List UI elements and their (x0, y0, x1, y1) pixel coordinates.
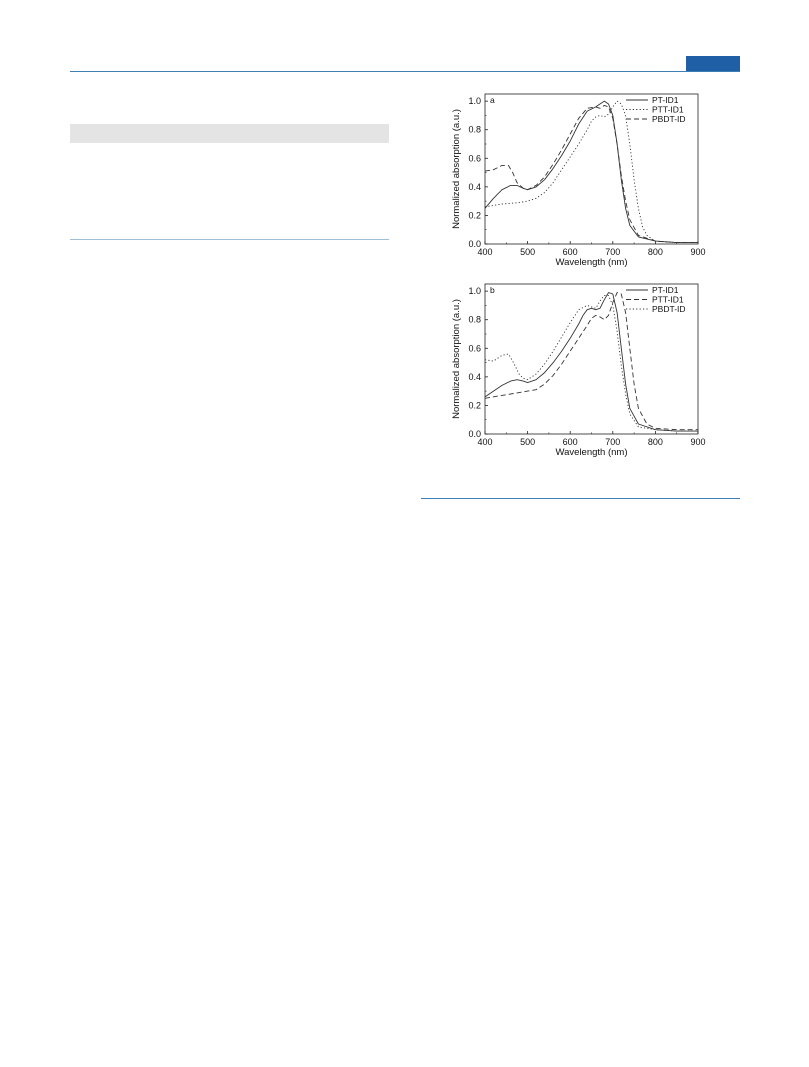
y-tick-label: 0.2 (468, 400, 481, 411)
y-tick-label: 0.0 (468, 429, 481, 439)
x-tick-label: 900 (690, 437, 706, 447)
x-tick-label: 800 (647, 247, 663, 257)
x-tick-label: 400 (477, 247, 493, 257)
legend-label-ptt-id1: PTT-ID1 (652, 294, 684, 305)
y-tick-label: 0.4 (468, 181, 481, 192)
x-axis-label: Wavelength (nm) (555, 447, 628, 458)
x-tick-label: 800 (647, 437, 663, 447)
header-tab (686, 56, 740, 71)
x-tick-label: 500 (520, 247, 536, 257)
legend-label-pt-id1: PT-ID1 (652, 95, 679, 105)
x-tick-label: 700 (605, 437, 621, 447)
absorption-chart-a (440, 86, 720, 272)
y-axis-label: Normalized absorption (a.u.) (451, 109, 462, 229)
series-line-pbdt-id (485, 105, 698, 242)
x-axis-label: Wavelength (nm) (555, 257, 628, 268)
x-tick-label: 900 (690, 247, 706, 257)
x-tick-label: 600 (562, 247, 578, 257)
legend-label-pbdt-id: PBDT-ID (652, 114, 686, 124)
x-tick-label: 400 (477, 437, 493, 447)
legend-label-pbdt-id: PBDT-ID (652, 304, 686, 314)
panel-label: a (490, 95, 495, 105)
y-tick-label: 1.0 (468, 96, 481, 107)
absorption-chart-b (440, 276, 720, 462)
panel-label: b (490, 285, 495, 295)
legend-label-ptt-id1: PTT-ID1 (652, 104, 684, 115)
x-tick-label: 700 (605, 247, 621, 257)
table-header-band (70, 124, 389, 143)
x-tick-label: 600 (562, 437, 578, 447)
y-tick-label: 0.8 (468, 124, 481, 135)
y-axis-label: Normalized absorption (a.u.) (451, 299, 462, 419)
y-tick-label: 1.0 (468, 286, 481, 297)
legend-label-pt-id1: PT-ID1 (652, 285, 679, 295)
x-tick-label: 500 (520, 437, 536, 447)
y-tick-label: 0.8 (468, 314, 481, 325)
y-tick-label: 0.0 (468, 239, 481, 249)
y-tick-label: 0.6 (468, 343, 481, 354)
caption-rule (421, 498, 740, 499)
y-tick-label: 0.6 (468, 153, 481, 164)
y-tick-label: 0.2 (468, 210, 481, 221)
series-line-pbdt-id (485, 295, 698, 431)
y-tick-label: 0.4 (468, 371, 481, 382)
header-rule (70, 71, 740, 72)
table-end-rule (70, 239, 389, 240)
